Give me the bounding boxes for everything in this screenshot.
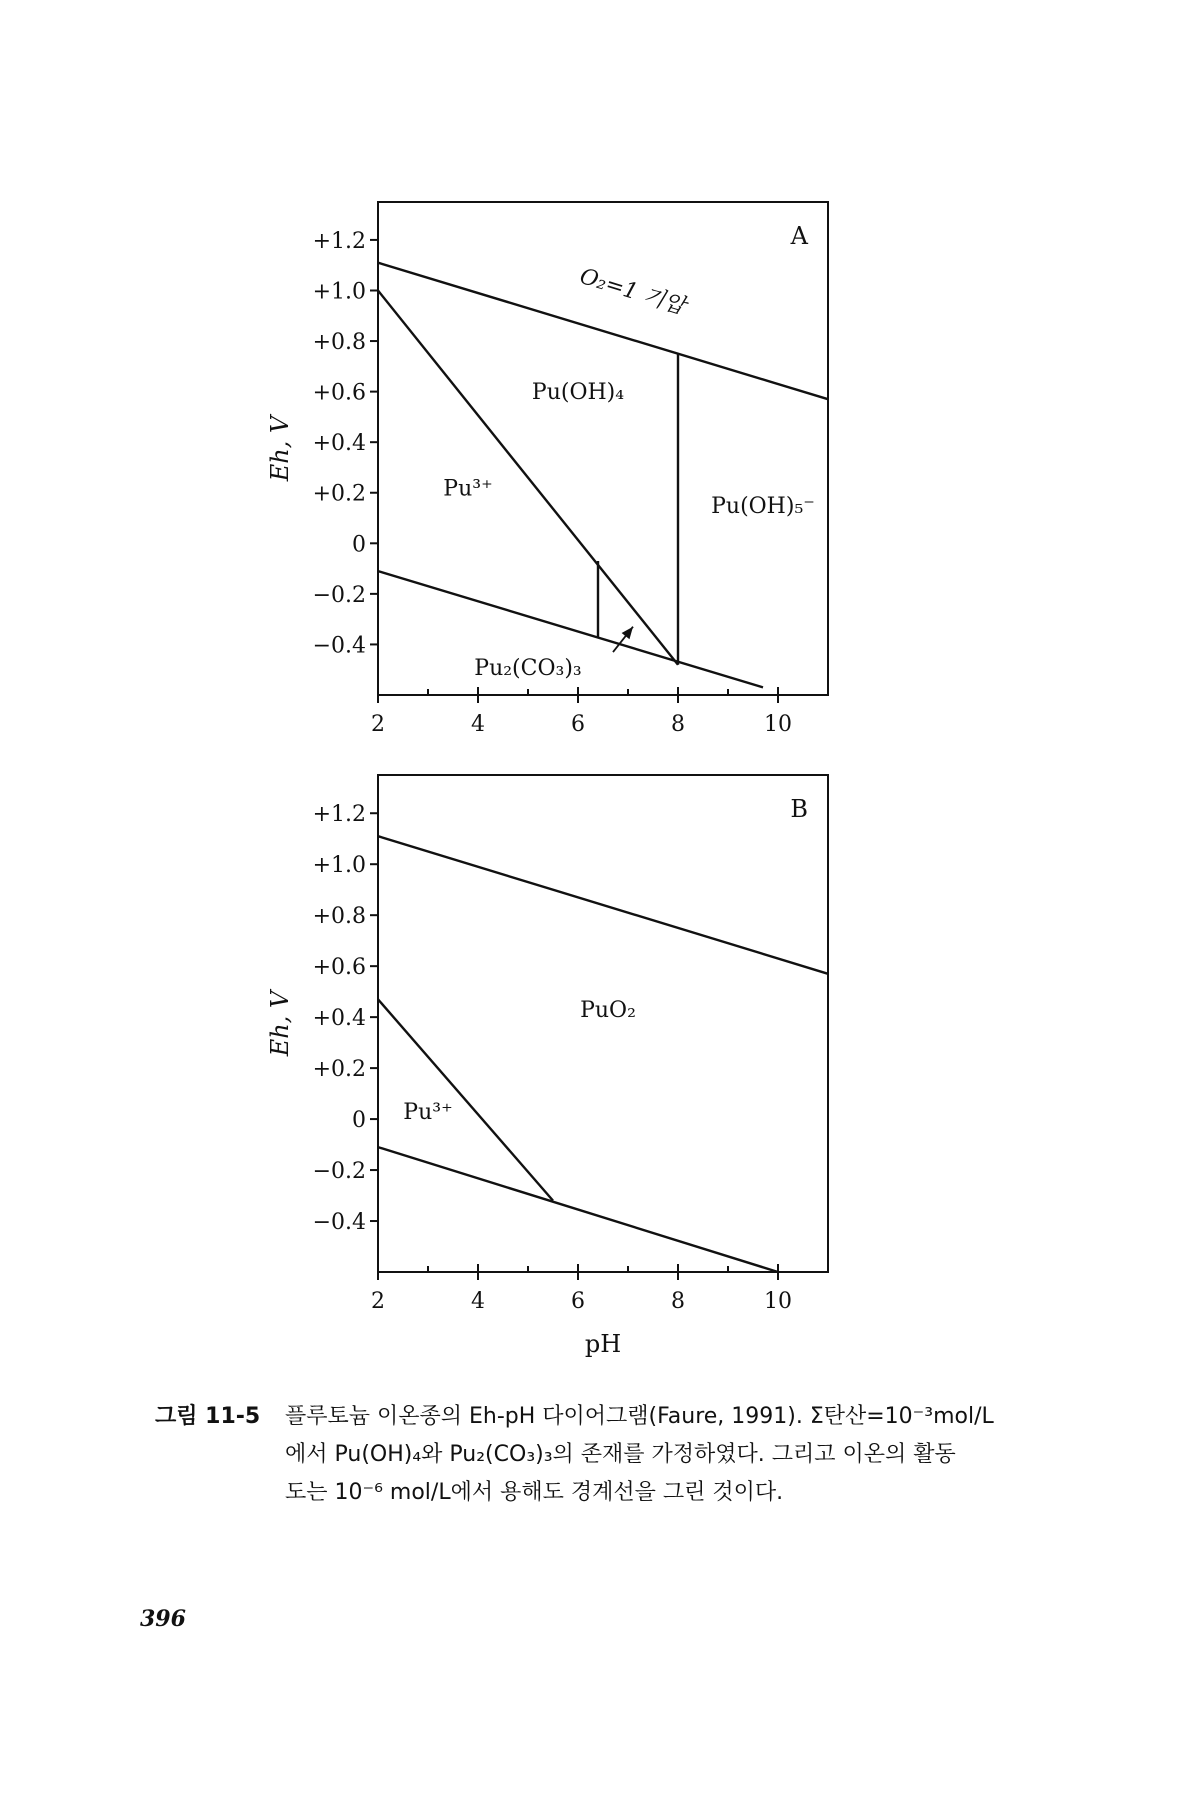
pu3-label: Pu³⁺ <box>403 1100 453 1126</box>
y-tick-label: +1.2 <box>312 802 366 828</box>
x-tick-label: 6 <box>571 712 585 737</box>
puo2-label: PuO₂ <box>580 998 636 1024</box>
x-tick-label: 8 <box>671 712 685 737</box>
y-tick-label: 0 <box>352 532 366 558</box>
caption-line: 도는 10⁻⁶ mol/L에서 용해도 경계선을 그린 것이다. <box>285 1480 784 1505</box>
y-tick-label: +1.0 <box>312 279 366 305</box>
y-tick-label: +1.2 <box>312 228 366 254</box>
y-tick-label: +0.6 <box>312 380 366 406</box>
pu3-label: Pu³⁺ <box>443 476 493 502</box>
panel-label: B <box>790 795 808 823</box>
x-tick-label: 10 <box>764 1289 792 1314</box>
y-tick-label: +1.0 <box>312 853 366 879</box>
puoh5-label: Pu(OH)₅⁻ <box>711 493 815 519</box>
y-tick-label: +0.8 <box>312 330 366 356</box>
x-tick-label: 4 <box>471 1289 485 1314</box>
boundary-o2-limit <box>378 836 828 974</box>
y-tick-label: −0.2 <box>312 1159 366 1185</box>
caption-label: 그림 11-5 <box>155 1404 261 1429</box>
y-tick-label: −0.2 <box>312 582 366 608</box>
x-tick-label: 10 <box>764 712 792 737</box>
puoh4-label: Pu(OH)₄ <box>531 380 625 406</box>
caption-line: 플루토늄 이온종의 Eh-pH 다이어그램(Faure, 1991). Σ탄산=10⁻³mol/L <box>285 1404 994 1429</box>
panel-a <box>266 202 828 737</box>
x-tick-label: 4 <box>471 712 485 737</box>
arrowhead-icon <box>622 627 633 640</box>
y-tick-label: +0.6 <box>312 955 366 981</box>
y-tick-label: −0.4 <box>312 1210 366 1236</box>
y-tick-label: +0.2 <box>312 481 366 507</box>
y-tick-label: −0.4 <box>312 633 366 659</box>
y-tick-label: +0.2 <box>312 1057 366 1083</box>
x-tick-label: 2 <box>371 712 385 737</box>
caption-body <box>285 1398 1055 1512</box>
y-tick-label: +0.4 <box>312 431 366 457</box>
plot-frame <box>378 775 828 1272</box>
caption-line: 에서 Pu(OH)₄와 Pu₂(CO₃)₃의 존재를 가정하였다. 그리고 이온의 활동 <box>285 1442 956 1467</box>
boundary-pu3-puoh4 <box>378 291 678 665</box>
x-tick-label: 2 <box>371 1289 385 1314</box>
y-axis-label: Eh, V <box>266 415 294 482</box>
boundary-h2-limit <box>378 1147 778 1272</box>
o2-label: O₂=1 기압 <box>576 263 689 320</box>
pu2co3-label: Pu₂(CO₃)₃ <box>474 655 582 681</box>
x-axis-label: pH <box>584 1330 622 1358</box>
x-tick-label: 8 <box>671 1289 685 1314</box>
panel-b <box>266 775 828 1358</box>
y-axis-label: Eh, V <box>266 990 294 1057</box>
x-tick-label: 6 <box>571 1289 585 1314</box>
panel-label: A <box>790 222 808 250</box>
y-tick-label: 0 <box>352 1108 366 1134</box>
y-tick-label: +0.8 <box>312 904 366 930</box>
y-tick-label: +0.4 <box>312 1006 366 1032</box>
figure-caption <box>155 1398 1055 1512</box>
page-number: 396 <box>140 1606 186 1632</box>
